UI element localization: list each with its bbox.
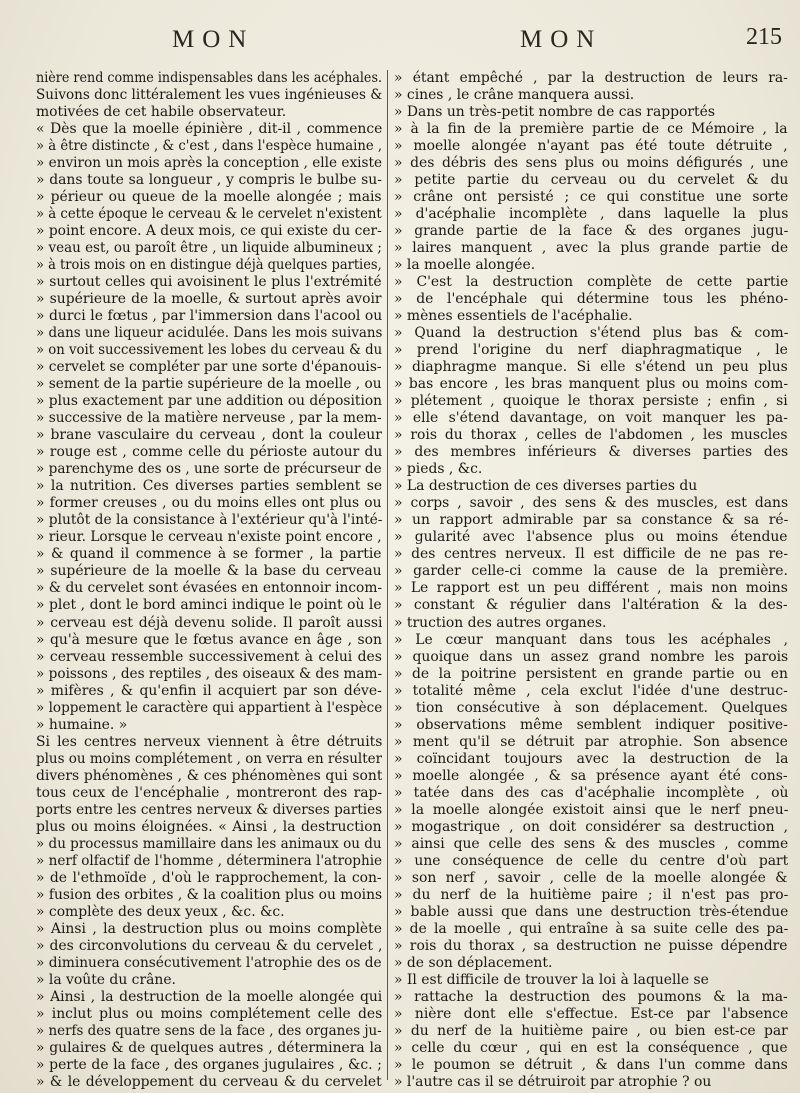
text-line: » la moelle alongée. [394, 257, 536, 274]
text-line: » veau est, ou paroît être , un liquide albumineux ; [36, 240, 382, 257]
text-line: » rieur. Lorsque le cerveau n'existe point encore , [36, 529, 382, 546]
text-line: ports entre les centres nerveux & diverses parties [36, 801, 382, 818]
text-line: » mifères , & qu'enfin il acquiert par son déve- [36, 682, 382, 699]
text-line: » cerveau est déjà devenu solide. Il paroît aussi [36, 614, 382, 631]
text-line: divers phénomènes , & ces phénomènes qui sont [36, 767, 382, 784]
text-line: » C'est la destruction complète de cette partie [394, 274, 788, 291]
text-line: » la nutrition. Ces diverses parties semblent se [36, 478, 382, 495]
text-line: » constant & régulier dans l'altération & la des- [394, 597, 788, 614]
text-line: » du nerf de la huitième paire , ou bien est-ce par [394, 1022, 788, 1039]
text-line: » perte de la face , des organes jugulaires , &c. ; [36, 1056, 382, 1073]
text-line: » Dans un très-petit nombre de cas rapportés [394, 104, 715, 121]
text-line: » d'acéphalie incomplète , dans laquelle la plus [394, 206, 788, 223]
text-line: motivées de cet habile observateur. [36, 104, 287, 121]
text-line: » ainsi que celle des sens & des muscles , comme [394, 835, 788, 852]
text-line: » totalité même , cela exclut l'idée d'une destruc- [394, 682, 788, 699]
text-line: » de l'encéphale qui détermine tous les phéno- [394, 291, 788, 308]
text-line: » périeur ou queue de la moelle alongée ; mais [36, 189, 382, 206]
text-line: » la voûte du crâne. [36, 971, 176, 988]
text-line: » corps , savoir , des sens & des muscles, est dans [394, 495, 788, 512]
text-line: » des centres nerveux. Il est difficile de ne pas re- [394, 546, 788, 563]
text-line: » rois du thorax , celles de l'abdomen , les muscles [394, 427, 788, 444]
running-head-left: MON [172, 26, 255, 53]
text-line: » nerf olfactif de l'homme , déterminera l'atrophie [36, 852, 382, 869]
text-line: » crâne ont persisté ; ce qui constitue une sorte [394, 189, 788, 206]
text-line: » du processus mamillaire dans les animaux ou du [36, 835, 382, 852]
text-line: » rouge est , comme celle du périoste autour du [36, 444, 382, 461]
column-divider [387, 70, 388, 1080]
text-line: » de la poitrine persistent en grande partie ou en [394, 665, 788, 682]
text-line: » du nerf de la huitième paire ; il n'est pas pro- [394, 886, 788, 903]
text-line: » moelle alongée , & sa présence ayant été cons- [394, 767, 788, 784]
text-line: nière rend comme indispensables dans les acéphales. [36, 70, 382, 86]
text-line: » plétement , quoique le thorax persiste ; enfin , si [394, 393, 788, 410]
text-line: » dans toute sa longueur , y compris le bulbe su- [36, 172, 382, 189]
text-line: » pieds , &c. [394, 461, 483, 478]
text-line: » point encore. A deux mois, ce qui existe du cer- [36, 223, 382, 240]
text-line: » gulaires & de quelques autres , déterminera la [36, 1039, 382, 1056]
text-line: » Quand la destruction s'étend plus bas & com- [394, 325, 788, 342]
text-line: » former creuses , ou du moins elles ont plus ou [36, 495, 382, 512]
text-line: » & quand il commence à se former , la partie [36, 546, 382, 563]
text-line: » fusion des orbites , & la coalition plus ou moins [36, 886, 382, 903]
text-line: plus ou moins complétement , on verra en résulter [36, 750, 382, 767]
text-line: » garder celle-ci comme la cause de la première. [394, 563, 788, 580]
text-line: » de la moelle , qui entraîne à sa suite celle des pa- [394, 920, 788, 937]
text-line: » diminuera consécutivement l'atrophie des os de [36, 954, 382, 971]
text-line: » & le développement du cerveau & du cervelet [36, 1073, 382, 1090]
text-line: » plet , dont le bord aminci indique le point où le [36, 597, 382, 614]
text-line: » coïncidant toujours avec la destruction de la [394, 750, 788, 767]
text-line: » une conséquence de celle du centre d'où part [394, 852, 788, 869]
text-line: » elle s'étend davantage, on voit manquer les pa- [394, 410, 788, 427]
text-line: » cerveau ressemble successivement à celui des [36, 648, 382, 665]
text-line: » observations même semblent indiquer positive- [394, 716, 788, 733]
text-line: » bable aussi que dans une destruction très-étendue [394, 903, 788, 920]
text-line: » des circonvolutions du cerveau & du cervelet , [36, 937, 382, 954]
text-line: » mènes essentiels de l'acéphalie. [394, 308, 633, 325]
text-line: » rois du thorax , sa destruction ne puisse dépendre [394, 937, 788, 954]
text-line: Suivons donc littéralement les vues ingénieuses & [36, 87, 382, 104]
text-line: » tion consécutive à son déplacement. Quelques [394, 699, 788, 716]
text-line: » truction des autres organes. [394, 614, 607, 631]
page-number: 215 [746, 24, 782, 50]
text-line: » on voit successivement les lobes du cerveau & du [36, 342, 382, 359]
text-line: » surtout celles qui avoisinent le plus l'extrémité [36, 274, 382, 291]
text-line: » La destruction de ces diverses parties du [394, 478, 698, 495]
text-line: » supérieure de la moelle & la base du cerveau [36, 563, 382, 580]
text-line: » cervelet se compléter par une sorte d'épanouis- [36, 359, 382, 376]
text-line: » diaphragme manque. Si elle s'étend un peu plus [394, 359, 788, 376]
text-line: » petite partie du cerveau ou du cervelet & du [394, 172, 788, 189]
text-line: plus ou moins éloignées. « Ainsi , la destruction [36, 818, 382, 835]
text-line: » humaine. » [36, 716, 128, 733]
text-line: » un rapport admirable par sa constance & sa ré- [394, 512, 788, 529]
left-text-column [36, 70, 382, 1091]
text-line: » étant empêché , par la destruction de leurs ra- [394, 70, 788, 86]
text-line: » dans une liqueur acidulée. Dans les mois suivans [36, 325, 382, 342]
text-line: » supérieure de la moelle, & surtout après avoir [36, 291, 382, 308]
text-line: » & du cervelet sont évasées en entonnoir incom- [36, 580, 382, 597]
text-line: » nière dont elle s'effectue. Est-ce par l'absence [394, 1005, 788, 1022]
text-line: » Le cœur manquant dans tous les acéphales , [394, 631, 788, 648]
text-line: » inclut plus ou moins complétement celle des [36, 1005, 382, 1022]
text-line: » durci le fœtus , par l'immersion dans l'acool ou [36, 308, 382, 325]
text-line: » celle du cœur , qui en est la conséquence , que [394, 1039, 788, 1056]
text-line: » loppement le caractère qui appartient à l'espèce [36, 699, 382, 716]
text-line: » brane vasculaire du cerveau , dont la couleur [36, 427, 382, 444]
text-line: » gularité avec l'absence plus ou moins étendue [394, 529, 788, 546]
text-line: » nerfs des quatre sens de la face , des organes ju- [36, 1022, 382, 1039]
text-line: » environ un mois après la conception , elle existe [36, 155, 382, 172]
right-text-column [394, 70, 788, 1091]
text-line: » l'autre cas il se détruiroit par atrophie ? ou [394, 1073, 712, 1090]
text-line: » mogastrique , on doit considérer sa destruction , [394, 818, 788, 835]
text-line: » laires manquent , avec la plus grande partie de [394, 240, 788, 257]
text-line: » Ainsi , la destruction de la moelle alongée qui [36, 988, 382, 1005]
text-line: » à la fin de la première partie de ce Mémoire , la [394, 121, 788, 138]
text-line: » rattache la destruction des poumons & la ma- [394, 988, 788, 1005]
text-line: » bas encore , les bras manquent plus ou moins com- [394, 376, 788, 393]
text-line: » prend l'origine du nerf diaphragmatique , le [394, 342, 788, 359]
text-line: » moelle alongée n'ayant pas été toute détruite , [394, 138, 788, 155]
text-line: » plutôt de la consistance à l'extérieur qu'à l'inté- [36, 512, 382, 529]
text-line: » à être distincte , & c'est , dans l'espèce humaine , [36, 138, 382, 155]
text-line: » Il est difficile de trouver la loi à laquelle se [394, 971, 709, 988]
text-line: » Ainsi , la destruction plus ou moins complète [36, 920, 382, 937]
text-line: » tatée dans des cas d'acéphalie incomplète , où [394, 784, 788, 801]
text-line: » son nerf , savoir , celle de la moelle alongée & [394, 869, 788, 886]
text-line: » de l'ethmoïde , d'où le rapprochement, la con- [36, 869, 382, 886]
text-line: « Dès que la moelle épinière , dit-il , commence [36, 121, 382, 138]
text-line: » quoique dans un assez grand nombre les parois [394, 648, 788, 665]
text-line: » qu'à mesure que le fœtus avance en âge , son [36, 631, 382, 648]
text-line: » plus exactement par une addition ou déposition [36, 393, 382, 410]
text-line: » des débris des sens plus ou moins défigurés , une [394, 155, 788, 172]
text-line: » ment qu'il se détruit par atrophie. Son absence [394, 733, 788, 750]
text-line: » à trois mois on en distingue déjà quelques parties, [36, 257, 382, 274]
running-head-right: MON [520, 26, 603, 53]
text-line: » la moelle alongée existoit ainsi que le nerf pneu- [394, 801, 788, 818]
text-line: » successive de la matière nerveuse , par la mem- [36, 410, 382, 427]
text-line: » Le rapport est un peu différent , mais non moins [394, 580, 788, 597]
text-line: » grande partie de la face & des organes jugu- [394, 223, 788, 240]
text-line: Si les centres nerveux viennent à être détruits [36, 733, 382, 750]
text-line: » le poumon se détruit , & dans l'un comme dans [394, 1056, 788, 1073]
text-line: » sement de la partie supérieure de la moelle , ou [36, 376, 382, 393]
text-line: » parenchyme des os , une sorte de précurseur de [36, 461, 382, 478]
text-line: » cines , le crâne manquera aussi. [394, 87, 635, 104]
text-line: » poissons , des reptiles , des oiseaux & des mam- [36, 665, 382, 682]
text-line: tous ceux de l'encéphalie , montreront des rap- [36, 784, 382, 801]
text-line: » des membres inférieurs & diverses parties des [394, 444, 788, 461]
text-line: » complète des deux yeux , &c. &c. [36, 903, 285, 920]
text-line: » de son déplacement. [394, 954, 553, 971]
text-line: » à cette époque le cerveau & le cervelet n'existent [36, 206, 382, 223]
